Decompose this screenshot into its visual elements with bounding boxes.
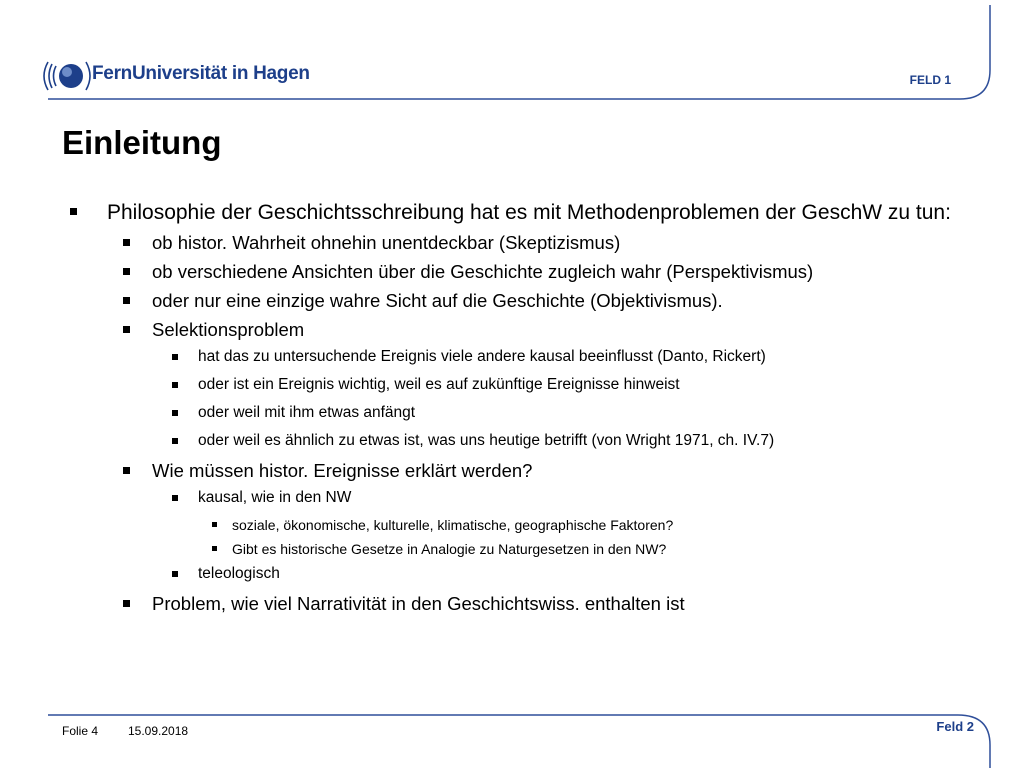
fernuni-logo-icon (42, 56, 92, 96)
list-item-text: ob verschiedene Ansichten über die Geschichte zugleich wahr (Perspektivismus) (152, 261, 814, 282)
list-item-text: oder weil es ähnlich zu etwas ist, was uns heutige betrifft (von Wright 1971, ch. IV.7) (198, 432, 775, 449)
header-frame-line (0, 0, 1024, 100)
square-bullet-icon (123, 600, 130, 607)
square-bullet-icon (212, 522, 217, 527)
footer-date: 15.09.2018 (128, 724, 189, 738)
list-item-text: oder nur eine einzige wahre Sicht auf die Geschichte (Objektivismus). (152, 290, 723, 311)
list-item-text: soziale, ökonomische, kulturelle, klimatische, geographische Faktoren? (232, 517, 674, 533)
list-item-text: ob histor. Wahrheit ohnehin unentdeckbar (Skeptizismus) (152, 232, 621, 253)
list-item (70, 231, 970, 255)
header-field-label: FELD 1 (909, 73, 951, 87)
list-item-text: Wie müssen histor. Ereignisse erklärt werden? (152, 460, 533, 481)
list-item-text: oder weil mit ihm etwas anfängt (198, 404, 416, 421)
square-bullet-icon (123, 268, 130, 275)
square-bullet-icon (172, 382, 178, 388)
footer-slide-number: Folie 4 (62, 724, 99, 738)
square-bullet-icon (172, 354, 178, 360)
bullet-list (70, 198, 970, 616)
page-title: Einleitung (62, 124, 222, 161)
square-bullet-icon (212, 546, 217, 551)
square-bullet-icon (123, 239, 130, 246)
list-item (70, 488, 970, 508)
list-item (70, 375, 970, 395)
list-item (70, 289, 970, 313)
square-bullet-icon (123, 297, 130, 304)
list-item (70, 318, 970, 342)
list-item-text: oder ist ein Ereignis wichtig, weil es auf zukünftige Ereignisse hinweist (198, 376, 680, 393)
list-item (70, 540, 970, 558)
square-bullet-icon (123, 467, 130, 474)
list-item-text: kausal, wie in den NW (198, 489, 352, 506)
list-item (70, 431, 970, 451)
list-item-text: Problem, wie viel Narrativität in den Geschichtswiss. enthalten ist (152, 593, 685, 614)
list-item (70, 592, 970, 616)
list-item-text: hat das zu untersuchende Ereignis viele andere kausal beeinflusst (Danto, Rickert) (198, 348, 766, 365)
square-bullet-icon (172, 410, 178, 416)
square-bullet-icon (172, 438, 178, 444)
list-item (70, 459, 970, 483)
square-bullet-icon (70, 208, 77, 215)
list-item (70, 403, 970, 423)
list-item-text: Philosophie der Geschichtsschreibung hat es mit Methodenproblemen der GeschW zu tun: (107, 201, 951, 224)
list-item (70, 516, 970, 534)
list-item (70, 564, 970, 584)
list-item (70, 260, 970, 284)
square-bullet-icon (123, 326, 130, 333)
square-bullet-icon (172, 495, 178, 501)
slide-content (70, 198, 970, 621)
list-item-text: teleologisch (198, 565, 280, 582)
list-item-text: Gibt es historische Gesetze in Analogie zu Naturgesetzen in den NW? (232, 541, 667, 557)
footer-field-label: Feld 2 (936, 719, 974, 734)
square-bullet-icon (172, 571, 178, 577)
brand-name: FernUniversität in Hagen (92, 63, 310, 84)
list-item-text: Selektionsproblem (152, 319, 305, 340)
list-item (70, 347, 970, 367)
list-item (70, 198, 970, 227)
